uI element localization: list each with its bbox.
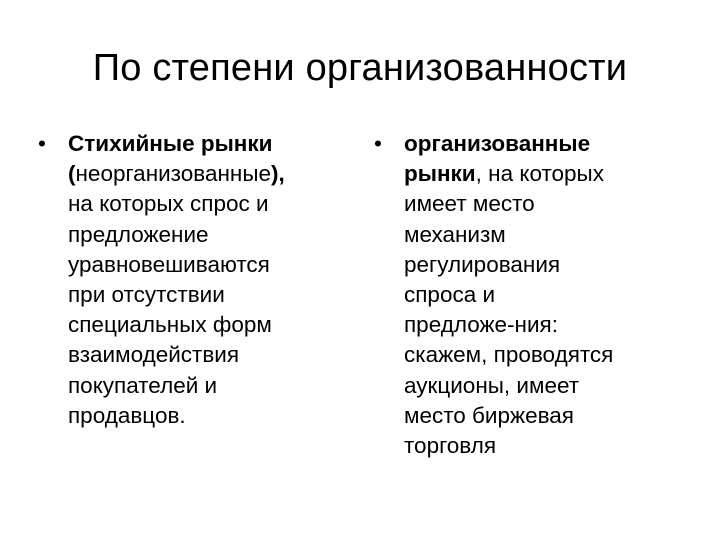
text-fragment: неорганизованные — [75, 161, 272, 187]
paren-close: ), — [271, 161, 285, 187]
text-line: скажем, проводятся — [404, 342, 614, 368]
text-line: место биржевая — [404, 402, 574, 428]
text-line: на которых спрос и — [68, 191, 269, 217]
text-line: регулирования — [404, 251, 561, 277]
bullet-icon: • — [374, 131, 382, 156]
text-line: торговля — [404, 433, 497, 459]
bold-term: Стихийные рынки — [68, 131, 273, 156]
paren-open: ( — [68, 161, 76, 187]
bullet-item-left — [38, 129, 358, 431]
text-line — [404, 129, 704, 159]
text-line: взаимодействия — [68, 342, 240, 368]
text-line: покупателей и — [68, 372, 218, 398]
text-line: при отсутствии — [68, 282, 225, 308]
text-line: спроса и — [404, 282, 496, 308]
text-line — [68, 129, 358, 159]
bold-term: рынки — [404, 161, 476, 187]
text-line — [404, 159, 704, 189]
right-column — [374, 129, 704, 461]
right-text — [404, 129, 704, 461]
text-line: механизм — [404, 221, 506, 247]
text-line: имеет место — [404, 191, 535, 217]
slide-title: По степени организованности — [92, 47, 628, 89]
text-line: аукционы, имеет — [404, 372, 580, 398]
bullet-item-right — [374, 129, 704, 461]
left-column — [38, 129, 358, 431]
text-line: уравновешиваются — [68, 251, 270, 277]
text-fragment: , на которых — [475, 161, 604, 187]
text-line: продавцов. — [68, 402, 186, 428]
text-line: предложе-ния: — [404, 312, 558, 338]
text-line: предложение — [68, 221, 209, 247]
bold-term: организованные — [404, 131, 591, 156]
text-line: специальных форм — [68, 312, 272, 338]
text-line — [68, 159, 358, 189]
left-text — [68, 129, 358, 431]
bullet-icon: • — [38, 131, 46, 156]
